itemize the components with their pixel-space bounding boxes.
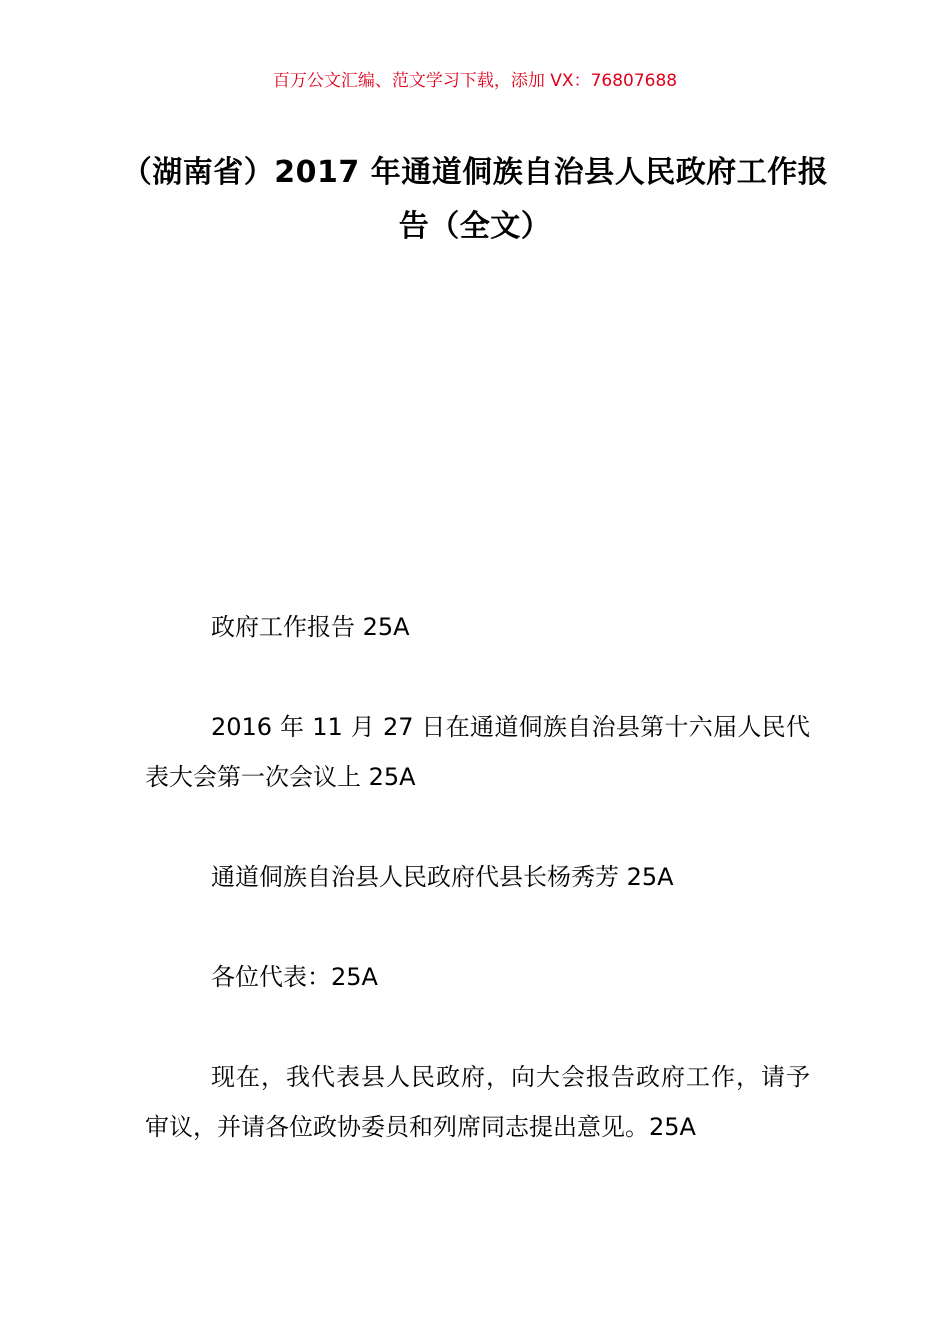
paragraph-date-meeting: 2016 年 11 月 27 日在通道侗族自治县第十六届人民代表大会第一次会议上 25A bbox=[145, 713, 810, 791]
header-banner: 百万公文汇编、范文学习下载，添加 VX：76807688 bbox=[272, 71, 678, 91]
paragraph-salutation: 各位代表：25A bbox=[211, 963, 378, 991]
document-title: （湖南省）2017 年通道侗族自治县人民政府工作报告（全文） bbox=[121, 155, 829, 244]
document-body bbox=[145, 602, 810, 1202]
paragraph-report-label: 政府工作报告 25A bbox=[211, 613, 410, 641]
paragraph-speaker: 通道侗族自治县人民政府代县长杨秀芳 25A bbox=[211, 863, 674, 891]
paragraph-intro: 现在，我代表县人民政府，向大会报告政府工作，请予审议，并请各位政协委员和列席同志提出意见。25A bbox=[145, 1063, 810, 1141]
